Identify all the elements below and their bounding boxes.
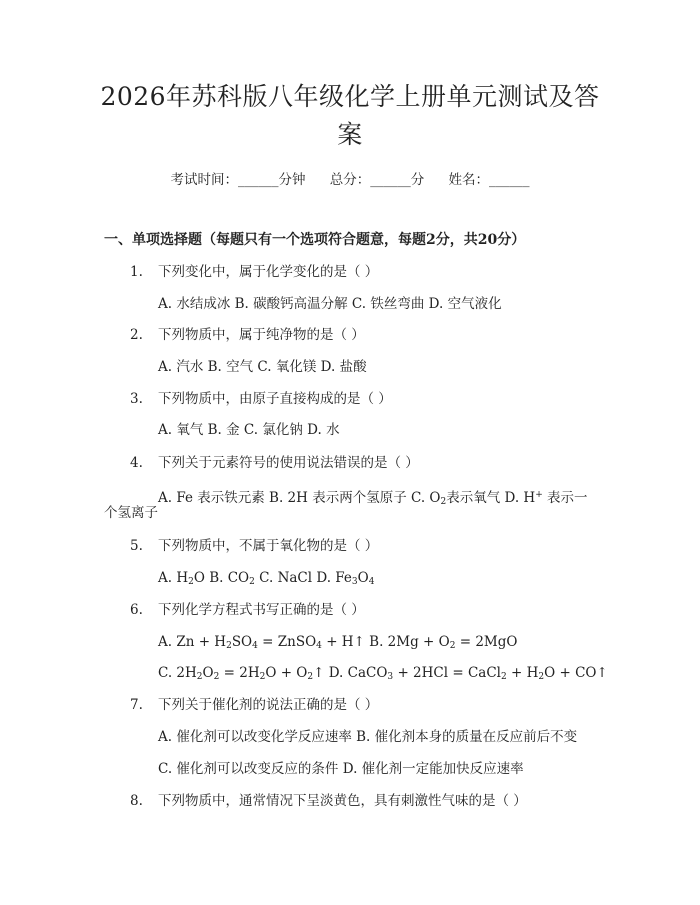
question-6-options-line-2: C. $2H_2O_2 = 2H_2O$ + $O_2↑$ D. CaCO$_3$ + 2HCl = CaCl$_2$ + $H_2O$ + CO↑ [158, 665, 608, 682]
title-line-1: 2026年苏科版八年级化学上册单元测试及答 [100, 82, 600, 111]
question-5: 5. 下列物质中，不属于氧化物的是（ ） [130, 538, 379, 554]
question-8: 8. 下列物质中，通常情况下呈淡黄色，具有刺激性气味的是（ ） [130, 793, 527, 809]
time-blank: ______ [237, 172, 279, 188]
question-2-options: A. 汽水 B. 空气 C. 氧化镁 D. 盐酸 [158, 359, 367, 375]
name-blank: ______ [489, 172, 530, 188]
exam-time: 考试时间：______分钟 [170, 172, 306, 188]
question-6: 6. 下列化学方程式书写正确的是（ ） [130, 602, 365, 618]
score-blank: ______ [370, 172, 411, 188]
question-1: 1. 下列变化中，属于化学变化的是（ ） [130, 264, 379, 280]
question-7: 7. 下列关于催化剂的说法正确的是（ ） [130, 697, 379, 713]
question-3-options: A. 氧气 B. 金 C. 氯化钠 D. 水 [158, 422, 340, 438]
question-5-options: A. $H_2O$ B. $CO_2$ C. NaCl D. $Fe_3O_4$ [158, 570, 375, 587]
question-4-options-wrap: 个氢离子 [104, 505, 158, 521]
question-7-options-line-2: C. 催化剂可以改变反应的条件 D. 催化剂一定能加快反应速率 [158, 761, 524, 777]
question-4-options: A. Fe 表示铁元素 B. 2H 表示两个氢原子 C. $O_2$表示氧气 D. H+ 表示一 [158, 490, 588, 507]
student-name: 姓名：______ [448, 172, 530, 188]
question-3: 3. 下列物质中，由原子直接构成的是（ ） [130, 391, 392, 407]
exam-meta [0, 168, 700, 188]
question-6-options-line-1: A. $Zn + H_2SO_4$ = ZnSO$_4$ + H↑ B. $2Mg + O_2 = 2MgO$ [158, 634, 518, 651]
question-2: 2. 下列物质中，属于纯净物的是（ ） [130, 327, 365, 343]
title-line-2: 案 [337, 120, 363, 149]
section-heading-1: 一、单项选择题（每题只有一个选项符合题意，每题2分，共20分） [104, 232, 526, 248]
question-4: 4. 下列关于元素符号的使用说法错误的是（ ） [130, 455, 419, 471]
question-7-options-line-1: A. 催化剂可以改变化学反应速率 B. 催化剂本身的质量在反应前后不变 [158, 729, 578, 745]
total-score: 总分：______分 [329, 172, 425, 188]
page-title [90, 78, 610, 154]
question-1-options: A. 水结成冰 B. 碳酸钙高温分解 C. 铁丝弯曲 D. 空气液化 [158, 296, 502, 312]
